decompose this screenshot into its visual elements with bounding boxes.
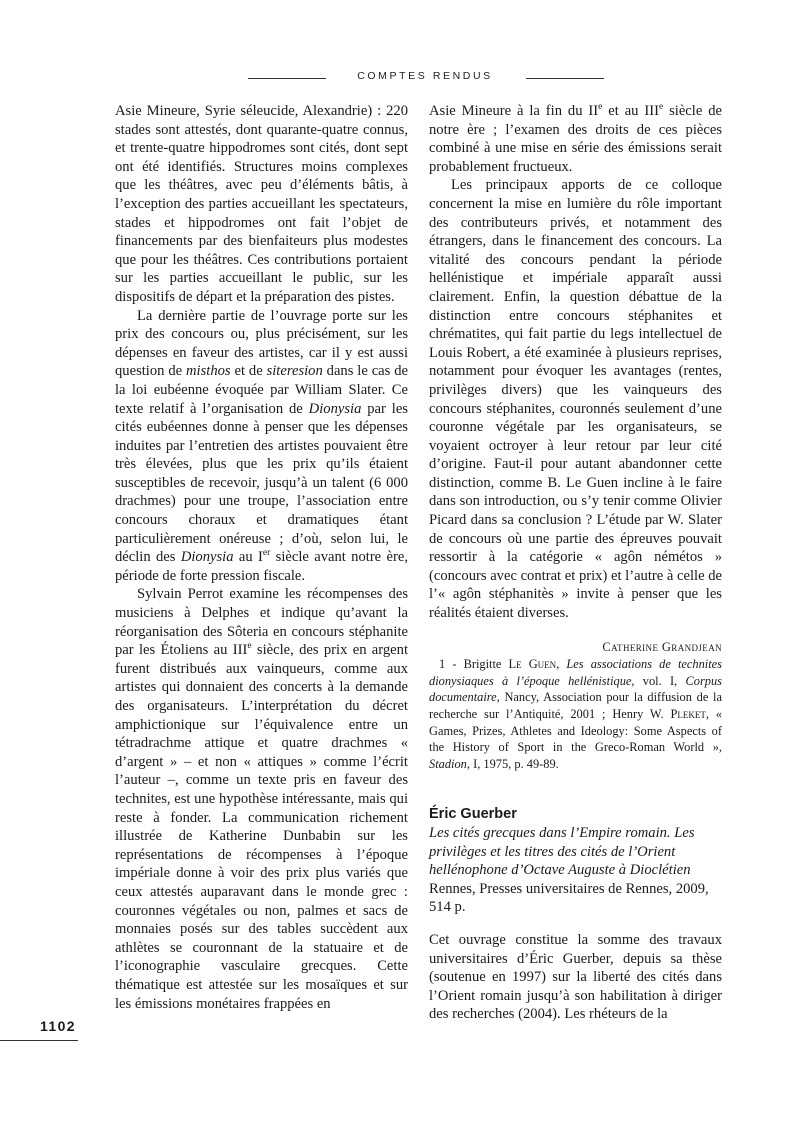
review-book-title: Les cités grecques dans l’Empire romain. Les privilèges et les titres des cités de l’Orient hellénophone d’Octave Auguste à Dioclétien: [429, 824, 695, 879]
paragraph: Les principaux apports de ce colloque concernent la mise en lumière du rôle important des contributeurs privés, et notamment des étrangers, dans le financement des concours. La vitalité des concours pendant la période hellénistique et impériale apparaît aussi clairement. Enfin, la question débattue de la distinction entre concours stéphanites et chrématites, qui fait partie du legs intellectuel de Louis Robert, a été examinée à plusieurs reprises, notamment pour évoquer les avantages (rentes, privilèges divers) que les vainqueurs des concours stéphanites, couronnés seulement d’une couronne végétale par les organisateurs, se voyaient octroyer à leur retour par leur cité d’origine. Faut-il pour autant abandonner cette distinction, comme B. Le Guen incline à le faire dans son introduction, ou s’y tenir comme Olivier Picard dans sa conclusion ? L’étude par W. Slater de concours où une partie des épreuves pouvait ressortir à la catégorie « agôn némétos » (concours avec contrat et prix) et l’autre à celle de l’« agôn stéphanitès » invite à penser que les réalités étaient diverses.: [429, 177, 722, 622]
review-heading: [429, 805, 722, 917]
header-rule-left: [248, 78, 326, 79]
page-number-rule: [0, 1040, 78, 1041]
paragraph: Cet ouvrage constitue la somme des travaux universitaires d’Éric Guerber, depuis sa thèse (soutenue en 1997) sur la liberté des cités dans l’Orient romain jusqu’à son habilitation à diriger des recherches (2004). Les rhéteurs de la: [429, 931, 722, 1023]
footnote: 1 - Brigitte Le Guen, Les associations de technites dionysiaques à l’époque hellénistique, vol. I, Corpus documentaire, Nancy, Association pour la diffusion de la recherche sur l’Antiquité, 2001 ; Henry W. Pleket, « Games, Prizes, Athletes and Ideology: Some Aspects of the History of Sport in the Greco-Roman World », Stadion, I, 1975, p. 49-89.: [429, 657, 723, 771]
paragraph: Sylvain Perrot examine les récompenses des musiciens à Delphes et indique qu’avant la réorganisation des Sôteria en concours stéphanite par les Étoliens au IIIe siècle, des prix en argent furent distribués aux vainqueurs, comme aux artistes qui donnaient des concerts à la demande des organisateurs. L’interprétation du décret amphictionique sur l’équivalence entre un tétradrachme attique et quatre drachmes « d’argent » – et non « attiques » comme l’écrit l’auteur –, comme un texte pris en faveur des technites, est une hypothèse intéressante, mais qui reste à fonder. La communication richement illustrée de Katherine Dunbabin sur les représentations de récompenses à l’époque impériale donne à voir des prix plus variés que ceux attestés auparavant dans le monde grec : couronnes végétales ou non, palmes et sacs de monnaies posés sur des tables succèdent aux athlètes se couronnant de la statuaire et de l’iconographie vasculaire grecques. Cette thématique est attestée sur les mosaïques et sur les émissions monétaires frappées en: [115, 586, 409, 1012]
review-signature: Catherine Grandjean: [602, 639, 722, 654]
paragraph: La dernière partie de l’ouvrage porte sur les prix des concours ou, plus précisément, sur les dépenses en faveur des artistes, car il y est aussi question de misthos et de siteresion dans le cas de la loi eubéenne évoquée par William Slater. Ce texte relatif à l’organisation de Dionysia par les cités eubéennes donne à penser que les dépenses induites par l’entretien des artistes pouvaient être très élevées, plus que les prix qu’ils étaient susceptibles de recevoir, jusqu’à un talent (6 000 drachmes) pour une troupe, l’association entre concours choraux et dramatiques étant particulièrement onéreuse ; d’où, selon lui, le déclin des Dionysia au Ier siècle avant notre ère, période de forte pression fiscale.: [115, 307, 408, 584]
review-author: Éric Guerber: [429, 806, 517, 823]
review-publication: Rennes, Presses universitaires de Rennes, 2009, 514 p.: [429, 880, 709, 916]
left-column: [115, 102, 408, 1013]
paragraph: Asie Mineure à la fin du IIe et au IIIe siècle de notre ère ; l’examen des droits de ces pièces combiné à une mise en série des émissions serait probablement fructueux.: [429, 102, 722, 175]
running-header-title: COMPTES RENDUS: [357, 70, 493, 82]
paragraph: Asie Mineure, Syrie séleucide, Alexandrie) : 220 stades sont attestés, dont quarante-quatre connus, et trente-quatre hippodromes sont cités, dont sept ont été identifiés. Structures moins complexes que les théâtres, avec peu d’éléments bâtis, à l’exception des parties accueillant les spectateurs, stades et hippodromes ont fait l’objet de financements par des bienfaiteurs plus modestes que pour les théâtres. Ces contributions portaient sur les parties accueillant le public, sur les dispositifs de départ et la préparation des pistes.: [115, 103, 408, 305]
header-rule-right: [526, 78, 604, 79]
running-header: [0, 68, 800, 90]
page-number: 1102: [40, 1018, 76, 1034]
right-column: [429, 102, 722, 1024]
